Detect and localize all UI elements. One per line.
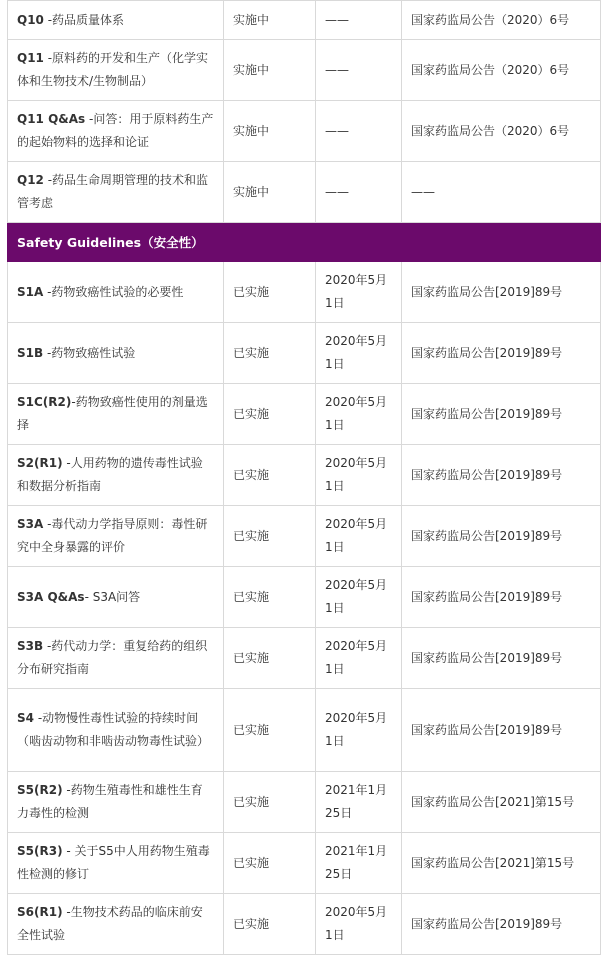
reference-cell: 国家药监局公告[2019]89号 xyxy=(402,506,601,567)
table-row xyxy=(8,689,601,772)
date-cell: 2020年5月1日 xyxy=(316,384,402,445)
guideline-name-cell xyxy=(8,40,224,101)
section-header-row xyxy=(8,223,601,262)
guideline-code: S1A xyxy=(17,284,44,299)
reference-cell: 国家药监局公告（2020）6号 xyxy=(402,40,601,101)
guideline-title: -药物致癌性使用的剂量选择 xyxy=(17,395,208,432)
guideline-title: -药品生命周期管理的技术和监管考虑 xyxy=(17,173,209,210)
date-cell: 2021年1月25日 xyxy=(316,772,402,833)
date-cell: 2020年5月1日 xyxy=(316,262,402,323)
guideline-code: Q11 Q&As xyxy=(17,112,86,126)
status-cell: 已实施 xyxy=(224,772,316,833)
guideline-title: - 关于S5中人用药物生殖毒性检测的修订 xyxy=(17,844,210,881)
table-row xyxy=(8,506,601,567)
date-cell: —— xyxy=(316,40,402,101)
reference-cell: 国家药监局公告[2019]89号 xyxy=(402,567,601,628)
guideline-code: S5(R2) xyxy=(17,783,63,797)
date-cell: 2020年5月1日 xyxy=(316,323,402,384)
reference-cell: 国家药监局公告[2019]89号 xyxy=(402,323,601,384)
date-cell: —— xyxy=(316,101,402,162)
guideline-name-cell xyxy=(8,689,224,772)
table-row xyxy=(8,262,601,323)
guideline-title: -药品质量体系 xyxy=(43,12,125,27)
guideline-code: S6(R1) xyxy=(17,905,63,919)
reference-cell: 国家药监局公告[2019]89号 xyxy=(402,445,601,506)
guideline-code: S2(R1) xyxy=(17,456,63,470)
table-row xyxy=(8,162,601,223)
table-row xyxy=(8,894,601,955)
status-cell: 实施中 xyxy=(224,40,316,101)
guidelines-table xyxy=(7,0,601,955)
reference-cell: 国家药监局公告（2020）6号 xyxy=(402,1,601,40)
guideline-title: -动物慢性毒性试验的持续时间（啮齿动物和非啮齿动物毒性试验） xyxy=(17,711,210,748)
guideline-title: - S3A问答 xyxy=(84,589,141,604)
guideline-name-cell xyxy=(8,894,224,955)
section-header: Safety Guidelines（安全性） xyxy=(8,223,601,262)
status-cell: 已实施 xyxy=(224,384,316,445)
guideline-name-cell xyxy=(8,445,224,506)
table-row xyxy=(8,567,601,628)
guideline-name-cell xyxy=(8,506,224,567)
guideline-name-cell xyxy=(8,262,224,323)
guideline-title: -药物致癌性试验 xyxy=(43,345,136,360)
date-cell: 2020年5月1日 xyxy=(316,567,402,628)
reference-cell: 国家药监局公告[2021]第15号 xyxy=(402,772,601,833)
guideline-name-cell xyxy=(8,628,224,689)
table-row xyxy=(8,40,601,101)
date-cell: 2020年5月1日 xyxy=(316,689,402,772)
status-cell: 已实施 xyxy=(224,628,316,689)
reference-cell: 国家药监局公告[2019]89号 xyxy=(402,262,601,323)
date-cell: 2020年5月1日 xyxy=(316,445,402,506)
guideline-code: Q12 xyxy=(17,173,44,187)
table-row xyxy=(8,772,601,833)
reference-cell: 国家药监局公告[2019]89号 xyxy=(402,689,601,772)
guideline-name-cell xyxy=(8,101,224,162)
date-cell: 2020年5月1日 xyxy=(316,506,402,567)
date-cell: 2020年5月1日 xyxy=(316,894,402,955)
guideline-code: S1C(R2) xyxy=(17,395,72,409)
status-cell: 已实施 xyxy=(224,506,316,567)
table-row xyxy=(8,628,601,689)
date-cell: —— xyxy=(316,162,402,223)
reference-cell: 国家药监局公告（2020）6号 xyxy=(402,101,601,162)
status-cell: 实施中 xyxy=(224,101,316,162)
guideline-code: S5(R3) xyxy=(17,844,63,858)
guideline-name-cell xyxy=(8,1,224,40)
guideline-code: S3A xyxy=(17,517,44,531)
table-row xyxy=(8,101,601,162)
guideline-title: -生物技术药品的临床前安全性试验 xyxy=(17,905,203,942)
guideline-name-cell xyxy=(8,323,224,384)
guideline-name-cell xyxy=(8,162,224,223)
guideline-name-cell xyxy=(8,772,224,833)
table-row xyxy=(8,323,601,384)
status-cell: 已实施 xyxy=(224,894,316,955)
guideline-title: -人用药物的遗传毒性试验和数据分析指南 xyxy=(17,456,203,493)
guideline-title: -问答：用于原料药生产的起始物料的选择和论证 xyxy=(17,112,214,149)
reference-cell: —— xyxy=(402,162,601,223)
guideline-code: S3A Q&As xyxy=(17,589,85,604)
reference-cell: 国家药监局公告[2021]第15号 xyxy=(402,833,601,894)
guideline-title: -药物致癌性试验的必要性 xyxy=(43,284,184,299)
guideline-code: S4 xyxy=(17,711,34,725)
guideline-code: S1B xyxy=(17,345,44,360)
guideline-code: Q11 xyxy=(17,51,44,65)
status-cell: 已实施 xyxy=(224,323,316,384)
guideline-title: -药物生殖毒性和雄性生育力毒性的检测 xyxy=(17,783,203,820)
guideline-title: -药代动力学：重复给药的组织分布研究指南 xyxy=(17,639,208,676)
status-cell: 已实施 xyxy=(224,567,316,628)
status-cell: 已实施 xyxy=(224,833,316,894)
date-cell: 2021年1月25日 xyxy=(316,833,402,894)
reference-cell: 国家药监局公告[2019]89号 xyxy=(402,894,601,955)
status-cell: 已实施 xyxy=(224,689,316,772)
guideline-name-cell xyxy=(8,567,224,628)
status-cell: 已实施 xyxy=(224,445,316,506)
guideline-title: -原料药的开发和生产（化学实体和生物技术/生物制品） xyxy=(17,51,209,88)
guideline-name-cell xyxy=(8,384,224,445)
guideline-code: S3B xyxy=(17,639,44,653)
table-row xyxy=(8,445,601,506)
guideline-name-cell xyxy=(8,833,224,894)
status-cell: 实施中 xyxy=(224,1,316,40)
table-row xyxy=(8,833,601,894)
date-cell: 2020年5月1日 xyxy=(316,628,402,689)
status-cell: 实施中 xyxy=(224,162,316,223)
table-row xyxy=(8,1,601,40)
reference-cell: 国家药监局公告[2019]89号 xyxy=(402,628,601,689)
guideline-code: Q10 xyxy=(17,12,44,27)
reference-cell: 国家药监局公告[2019]89号 xyxy=(402,384,601,445)
date-cell: —— xyxy=(316,1,402,40)
table-row xyxy=(8,384,601,445)
status-cell: 已实施 xyxy=(224,262,316,323)
guideline-title: -毒代动力学指导原则：毒性研究中全身暴露的评价 xyxy=(17,517,208,554)
